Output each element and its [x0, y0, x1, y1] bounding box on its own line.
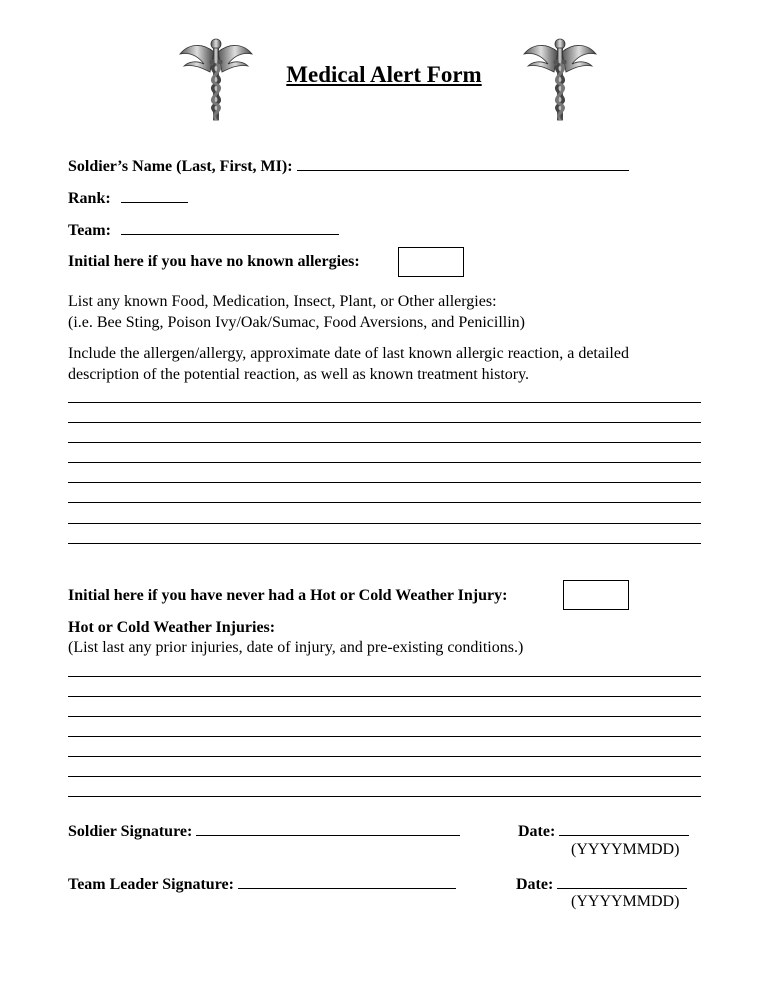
rank-label: Rank:	[68, 190, 111, 207]
soldier-date-row	[518, 821, 689, 841]
weather-writing-line[interactable]	[68, 696, 701, 697]
soldier-date-field[interactable]	[559, 821, 689, 836]
rank-field[interactable]	[121, 188, 188, 203]
weather-writing-line[interactable]	[68, 796, 701, 797]
team-field[interactable]	[121, 220, 339, 235]
form-title: Medical Alert Form	[286, 62, 482, 87]
allergies-detail-line1: Include the allergen/allergy, approximate date of last known allergic reaction, a detailed	[68, 345, 629, 362]
team-label: Team:	[68, 222, 111, 239]
soldier-signature-label: Soldier Signature:	[68, 823, 193, 840]
weather-writing-line[interactable]	[68, 716, 701, 717]
soldier-signature-field[interactable]	[196, 821, 460, 836]
soldier-date-label: Date:	[518, 823, 556, 840]
name-label: Soldier’s Name (Last, First, MI):	[68, 158, 293, 175]
allergies-detail-line2: description of the potential reaction, as well as known treatment history.	[68, 366, 530, 383]
team-leader-date-field[interactable]	[557, 874, 687, 889]
allergies-writing-line[interactable]	[68, 442, 701, 443]
weather-writing-line[interactable]	[68, 676, 701, 677]
weather-injuries-instruction: (List last any prior injuries, date of injury, and pre-existing conditions.)	[68, 639, 524, 656]
never-weather-injury-label: Initial here if you have never had a Hot or Cold Weather Injury:	[68, 587, 508, 604]
name-field-row	[68, 156, 629, 176]
allergies-writing-line[interactable]	[68, 523, 701, 524]
no-allergies-label: Initial here if you have no known allergies:	[68, 253, 360, 270]
weather-injuries-heading: Hot or Cold Weather Injuries:	[68, 619, 276, 636]
team-leader-signature-label: Team Leader Signature:	[68, 876, 234, 893]
team-field-row	[68, 220, 339, 240]
no-allergies-initial-box[interactable]	[398, 247, 464, 277]
weather-writing-line[interactable]	[68, 736, 701, 737]
allergies-writing-line[interactable]	[68, 482, 701, 483]
team-leader-date-format: (YYYYMMDD)	[571, 893, 680, 910]
soldier-date-format: (YYYYMMDD)	[571, 841, 680, 858]
allergies-writing-line[interactable]	[68, 462, 701, 463]
weather-writing-line[interactable]	[68, 776, 701, 777]
team-leader-signature-row	[68, 874, 456, 894]
rank-field-row	[68, 188, 188, 208]
allergies-writing-line[interactable]	[68, 422, 701, 423]
allergies-instruction-line1: List any known Food, Medication, Insect, Plant, or Other allergies:	[68, 293, 497, 310]
name-field[interactable]	[297, 156, 629, 171]
allergies-writing-line[interactable]	[68, 502, 701, 503]
allergies-instruction-line2: (i.e. Bee Sting, Poison Ivy/Oak/Sumac, Food Aversions, and Penicillin)	[68, 314, 525, 331]
team-leader-signature-field[interactable]	[238, 874, 456, 889]
soldier-signature-row	[68, 821, 460, 841]
weather-writing-line[interactable]	[68, 756, 701, 757]
never-weather-injury-initial-box[interactable]	[563, 580, 629, 610]
allergies-writing-line[interactable]	[68, 402, 701, 403]
team-leader-date-row	[516, 874, 687, 894]
team-leader-date-label: Date:	[516, 876, 554, 893]
allergies-writing-line[interactable]	[68, 543, 701, 544]
